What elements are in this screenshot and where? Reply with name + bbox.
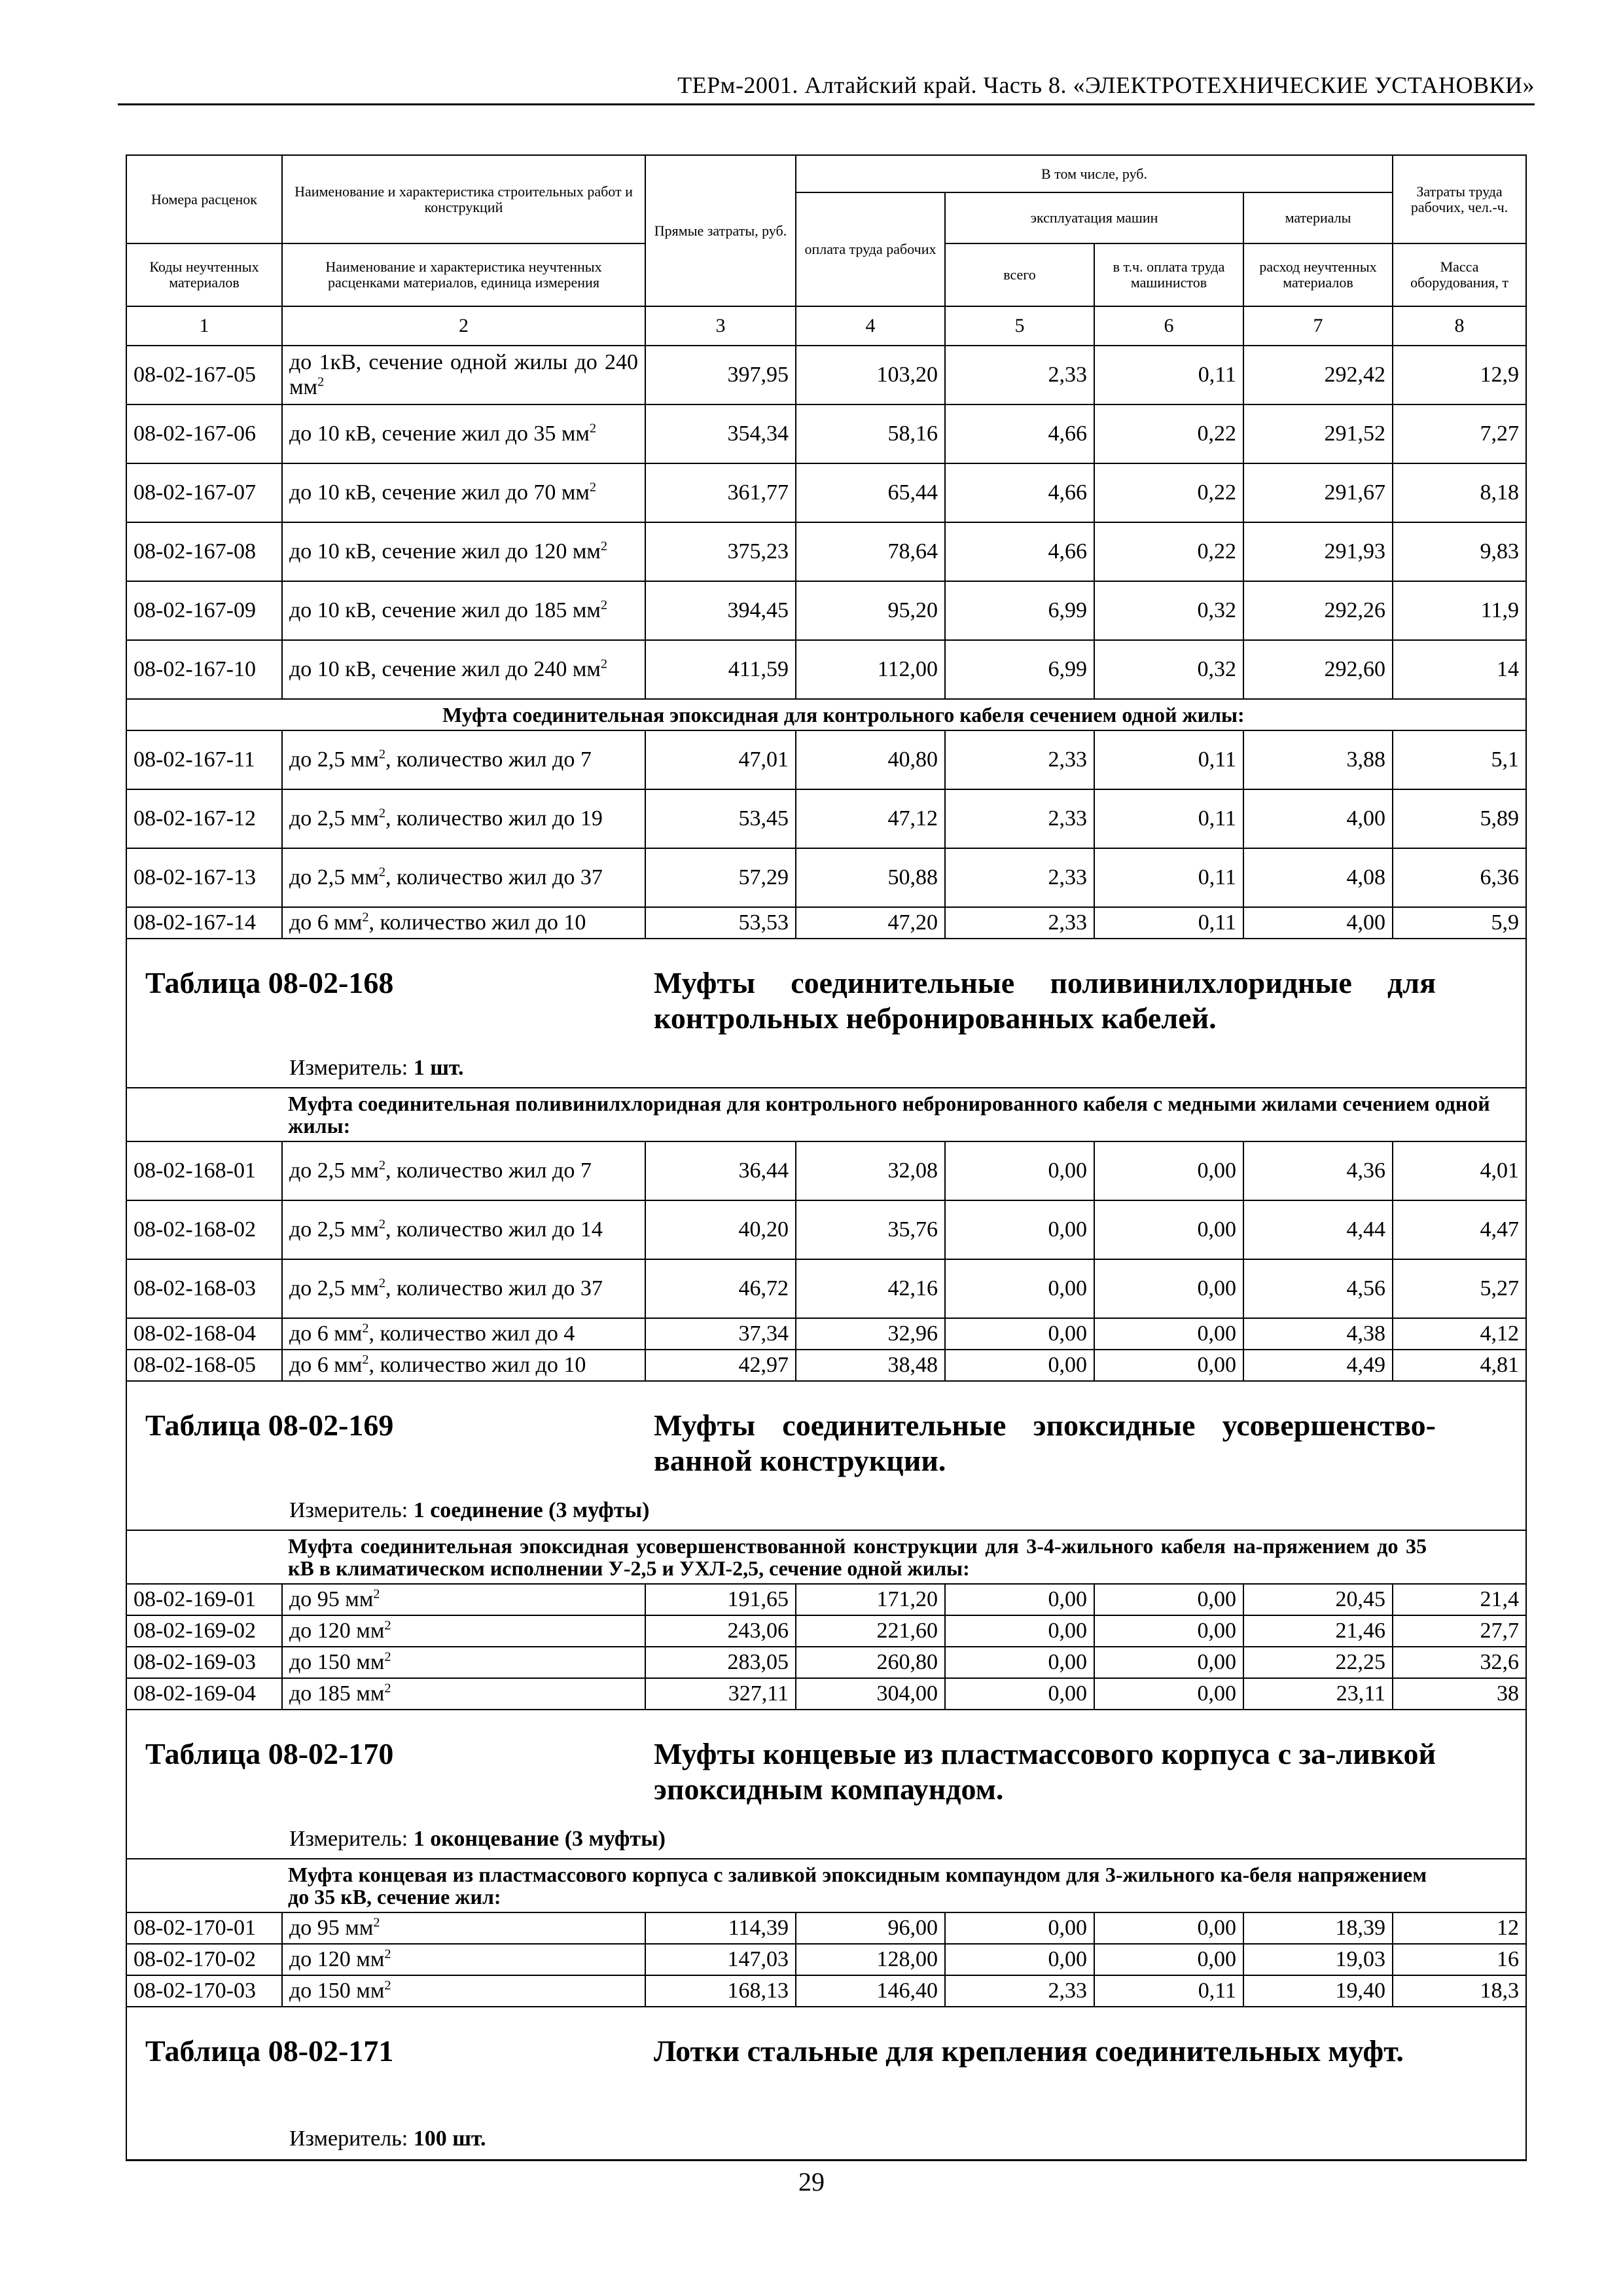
rate-value: 4,56 xyxy=(1243,1259,1393,1318)
table-row xyxy=(126,848,1526,907)
table-row xyxy=(126,522,1526,581)
table-number: Таблица 08-02-168 xyxy=(145,966,394,999)
rate-code: 08-02-168-03 xyxy=(126,1259,282,1318)
rate-value: 27,7 xyxy=(1393,1615,1526,1647)
rate-value: 96,00 xyxy=(796,1912,945,1944)
rate-code: 08-02-169-02 xyxy=(126,1615,282,1647)
rate-value: 291,52 xyxy=(1243,404,1393,463)
rate-code: 08-02-167-06 xyxy=(126,404,282,463)
rate-value: 0,00 xyxy=(1094,1259,1243,1318)
rate-name: до 2,5 $мм^2$, количество жил до 7 xyxy=(282,1141,645,1200)
rate-value: 103,20 xyxy=(796,346,945,404)
rate-value: 2,33 xyxy=(945,1975,1094,2007)
rate-code: 08-02-169-03 xyxy=(126,1647,282,1678)
rate-code: 08-02-168-01 xyxy=(126,1141,282,1200)
rate-value: 0,00 xyxy=(945,1944,1094,1975)
rate-value: 16 xyxy=(1393,1944,1526,1975)
rate-name: до 95 $мм^2$ xyxy=(282,1584,645,1615)
rate-value: 14 xyxy=(1393,640,1526,699)
rate-value: 32,08 xyxy=(796,1141,945,1200)
rate-code: 08-02-167-13 xyxy=(126,848,282,907)
block-168 xyxy=(126,1141,1526,1381)
rate-name: до 120 $мм^2$ xyxy=(282,1615,645,1647)
rate-code: 08-02-169-01 xyxy=(126,1584,282,1615)
rate-value: 38,48 xyxy=(796,1350,945,1381)
rate-code: 08-02-169-04 xyxy=(126,1678,282,1710)
table-row xyxy=(126,346,1526,404)
table-row xyxy=(126,581,1526,640)
rate-value: 0,00 xyxy=(1094,1350,1243,1381)
table-row xyxy=(126,1944,1526,1975)
header-name-unaccounted: Наименование и характеристика неучтенных расценками материалов, единица измерения xyxy=(282,243,645,306)
rate-value: 18,3 xyxy=(1393,1975,1526,2007)
rate-value: 4,66 xyxy=(945,522,1094,581)
rate-value: 2,33 xyxy=(945,730,1094,789)
table-title: Муфты концевые из пластмассового корпуса с за-ливкой эпоксидным компаундом. xyxy=(654,1737,1436,1806)
table-row xyxy=(126,1259,1526,1318)
rate-value: 0,00 xyxy=(1094,1318,1243,1350)
rate-name: до 2,5 $мм^2$, количество жил до 37 xyxy=(282,848,645,907)
rate-code: 08-02-167-14 xyxy=(126,907,282,939)
rate-value: 114,39 xyxy=(645,1912,796,1944)
rate-value: 2,33 xyxy=(945,789,1094,848)
col-number: 3 xyxy=(645,306,796,346)
block-170 xyxy=(126,1912,1526,2007)
rate-value: 0,00 xyxy=(945,1141,1094,1200)
table-unit: Измеритель: 100 шт. xyxy=(289,2126,486,2151)
rate-value: 6,36 xyxy=(1393,848,1526,907)
rate-value: 5,1 xyxy=(1393,730,1526,789)
col-number: 6 xyxy=(1094,306,1243,346)
rate-code: 08-02-170-01 xyxy=(126,1912,282,1944)
col-number: 5 xyxy=(945,306,1094,346)
rate-value: 37,34 xyxy=(645,1318,796,1350)
rate-value: 8,18 xyxy=(1393,463,1526,522)
rate-name: до 95 $мм^2$ xyxy=(282,1912,645,1944)
rate-value: 9,83 xyxy=(1393,522,1526,581)
header-labor-costs: Затраты труда рабочих, чел.-ч. xyxy=(1393,155,1526,243)
rate-name: до 2,5 $мм^2$, количество жил до 7 xyxy=(282,730,645,789)
rate-value: 0,00 xyxy=(1094,1200,1243,1259)
rate-value: 32,6 xyxy=(1393,1647,1526,1678)
rate-value: 65,44 xyxy=(796,463,945,522)
rate-code: 08-02-170-02 xyxy=(126,1944,282,1975)
table-row xyxy=(126,1350,1526,1381)
header-machines: эксплуатация машин xyxy=(945,192,1243,243)
rate-value: 0,22 xyxy=(1094,522,1243,581)
rate-value: 0,00 xyxy=(1094,1647,1243,1678)
table-row xyxy=(126,640,1526,699)
rate-value: 42,16 xyxy=(796,1259,945,1318)
group-heading: Муфта соединительная поливинилхлоридная для контрольного небронированного кабеля с медными жилами сечением одной жилы: xyxy=(126,1088,1526,1141)
rate-name: до 6 $мм^2$, количество жил до 10 xyxy=(282,1350,645,1381)
header-name: Наименование и характеристика строительных работ и конструкций xyxy=(282,155,645,243)
rate-code: 08-02-167-07 xyxy=(126,463,282,522)
table-168 xyxy=(126,939,1526,1141)
rate-code: 08-02-170-03 xyxy=(126,1975,282,2007)
rate-value: 19,03 xyxy=(1243,1944,1393,1975)
rate-value: 47,20 xyxy=(796,907,945,939)
rate-value: 0,00 xyxy=(1094,1944,1243,1975)
rate-value: 6,99 xyxy=(945,581,1094,640)
rate-value: 53,45 xyxy=(645,789,796,848)
table-row xyxy=(126,1615,1526,1647)
block-167-power xyxy=(126,346,1526,699)
rate-value: 2,33 xyxy=(945,848,1094,907)
rate-name: до 1кВ, сечение одной жилы до 240 $мм^2$ xyxy=(282,346,645,404)
table-unit: Измеритель: 1 оконцевание (3 муфты) xyxy=(289,1827,666,1851)
table-title: Муфты соединительные эпоксидные усовершенство-ванной конструкции. xyxy=(654,1408,1436,1477)
header-equipment-mass: Масса оборудования, т xyxy=(1393,243,1526,306)
rate-value: 304,00 xyxy=(796,1678,945,1710)
rate-name: до 2,5 $мм^2$, количество жил до 19 xyxy=(282,789,645,848)
rate-value: 0,22 xyxy=(1094,463,1243,522)
rate-name: до 6 $мм^2$, количество жил до 4 xyxy=(282,1318,645,1350)
rate-value: 147,03 xyxy=(645,1944,796,1975)
rate-value: 0,11 xyxy=(1094,346,1243,404)
rate-value: 4,00 xyxy=(1243,789,1393,848)
table-row xyxy=(126,404,1526,463)
header-direct-costs: Прямые затраты, руб. xyxy=(645,155,796,306)
rate-value: 19,40 xyxy=(1243,1975,1393,2007)
rate-value: 78,64 xyxy=(796,522,945,581)
rate-name: до 2,5 $мм^2$, количество жил до 37 xyxy=(282,1259,645,1318)
rate-value: 12 xyxy=(1393,1912,1526,1944)
rate-value: 397,95 xyxy=(645,346,796,404)
rate-value: 168,13 xyxy=(645,1975,796,2007)
rate-value: 58,16 xyxy=(796,404,945,463)
rate-code: 08-02-167-08 xyxy=(126,522,282,581)
table-title: Лотки стальные для крепления соединительных муфт. xyxy=(654,2034,1404,2068)
rate-value: 5,89 xyxy=(1393,789,1526,848)
rate-value: 40,20 xyxy=(645,1200,796,1259)
rate-value: 354,34 xyxy=(645,404,796,463)
rate-value: 128,00 xyxy=(796,1944,945,1975)
rate-code: 08-02-168-02 xyxy=(126,1200,282,1259)
rate-name: до 10 кВ, сечение жил до 70 $мм^2$ xyxy=(282,463,645,522)
rate-value: 0,00 xyxy=(1094,1584,1243,1615)
rate-value: 260,80 xyxy=(796,1647,945,1678)
group-167 xyxy=(126,699,1526,730)
rate-value: 0,22 xyxy=(1094,404,1243,463)
rate-name: до 2,5 $мм^2$, количество жил до 14 xyxy=(282,1200,645,1259)
rate-value: 21,46 xyxy=(1243,1615,1393,1647)
rate-value: 38 xyxy=(1393,1678,1526,1710)
rate-value: 411,59 xyxy=(645,640,796,699)
rate-value: 0,00 xyxy=(945,1259,1094,1318)
rate-value: 0,00 xyxy=(945,1615,1094,1647)
header-incl: В том числе, руб. xyxy=(796,155,1393,192)
rate-value: 4,47 xyxy=(1393,1200,1526,1259)
rate-value: 46,72 xyxy=(645,1259,796,1318)
rate-value: 20,45 xyxy=(1243,1584,1393,1615)
rate-value: 3,88 xyxy=(1243,730,1393,789)
rate-name: до 10 кВ, сечение жил до 240 $мм^2$ xyxy=(282,640,645,699)
table-row xyxy=(126,1975,1526,2007)
table-row xyxy=(126,463,1526,522)
rate-value: 40,80 xyxy=(796,730,945,789)
rate-value: 4,36 xyxy=(1243,1141,1393,1200)
rate-value: 0,00 xyxy=(1094,1141,1243,1200)
rate-value: 0,00 xyxy=(1094,1678,1243,1710)
rate-value: 283,05 xyxy=(645,1647,796,1678)
rate-value: 36,44 xyxy=(645,1141,796,1200)
column-number-row xyxy=(126,306,1526,346)
rate-value: 0,32 xyxy=(1094,640,1243,699)
table-number: Таблица 08-02-170 xyxy=(145,1737,394,1770)
block-169 xyxy=(126,1584,1526,1710)
table-row xyxy=(126,1200,1526,1259)
rate-name: до 10 кВ, сечение жил до 185 $мм^2$ xyxy=(282,581,645,640)
rate-value: 292,42 xyxy=(1243,346,1393,404)
rate-value: 21,4 xyxy=(1393,1584,1526,1615)
col-number: 4 xyxy=(796,306,945,346)
table-row xyxy=(126,1678,1526,1710)
rate-value: 0,11 xyxy=(1094,848,1243,907)
rate-value: 4,01 xyxy=(1393,1141,1526,1200)
rate-code: 08-02-167-10 xyxy=(126,640,282,699)
rate-value: 221,60 xyxy=(796,1615,945,1647)
rate-name: до 6 $мм^2$, количество жил до 10 xyxy=(282,907,645,939)
group-heading: Муфта соединительная эпоксидная усовершенствованной конструкции для 3-4-жильного кабеля на-пряжением до 35 кВ в климатическом исполнении У-2,5 и УХЛ-2,5, сечение одной жилы: xyxy=(126,1530,1526,1584)
rate-value: 0,11 xyxy=(1094,1975,1243,2007)
rate-value: 4,49 xyxy=(1243,1350,1393,1381)
table-row xyxy=(126,1647,1526,1678)
rate-value: 291,93 xyxy=(1243,522,1393,581)
rate-value: 4,38 xyxy=(1243,1318,1393,1350)
table-169 xyxy=(126,1381,1526,1584)
block-167-control xyxy=(126,730,1526,939)
rate-value: 4,44 xyxy=(1243,1200,1393,1259)
price-table xyxy=(126,154,1527,2161)
rate-value: 57,29 xyxy=(645,848,796,907)
rate-value: 95,20 xyxy=(796,581,945,640)
header-machinists-pay: в т.ч. оплата труда машинистов xyxy=(1094,243,1243,306)
rate-value: 22,25 xyxy=(1243,1647,1393,1678)
rate-value: 32,96 xyxy=(796,1318,945,1350)
rate-value: 47,12 xyxy=(796,789,945,848)
rate-code: 08-02-168-04 xyxy=(126,1318,282,1350)
rate-value: 4,66 xyxy=(945,404,1094,463)
rate-value: 2,33 xyxy=(945,346,1094,404)
rate-value: 112,00 xyxy=(796,640,945,699)
rate-value: 0,00 xyxy=(945,1584,1094,1615)
rate-name: до 150 $мм^2$ xyxy=(282,1647,645,1678)
rate-value: 0,00 xyxy=(945,1912,1094,1944)
rate-value: 5,9 xyxy=(1393,907,1526,939)
header-codes: Номера расценок xyxy=(126,155,282,243)
table-row xyxy=(126,907,1526,939)
group-heading: Муфта концевая из пластмассового корпуса с заливкой эпоксидным компаундом для 3-жильного ка-беля напряжением до 35 кВ, сечение жил: xyxy=(126,1859,1526,1912)
col-number: 8 xyxy=(1393,306,1526,346)
rate-value: 0,00 xyxy=(945,1318,1094,1350)
rate-value: 394,45 xyxy=(645,581,796,640)
table-row xyxy=(126,789,1526,848)
rate-value: 0,00 xyxy=(1094,1912,1243,1944)
table-row xyxy=(126,1318,1526,1350)
rate-value: 5,27 xyxy=(1393,1259,1526,1318)
rate-value: 12,9 xyxy=(1393,346,1526,404)
rate-value: 0,32 xyxy=(1094,581,1243,640)
header-labor-pay: оплата труда рабочих xyxy=(796,192,945,306)
rate-value: 327,11 xyxy=(645,1678,796,1710)
rate-value: 42,97 xyxy=(645,1350,796,1381)
rate-value: 53,53 xyxy=(645,907,796,939)
rate-value: 375,23 xyxy=(645,522,796,581)
table-171 xyxy=(126,2007,1526,2161)
rate-value: 146,40 xyxy=(796,1975,945,2007)
rate-value: 4,81 xyxy=(1393,1350,1526,1381)
rate-value: 0,00 xyxy=(945,1678,1094,1710)
rate-value: 191,65 xyxy=(645,1584,796,1615)
rate-value: 23,11 xyxy=(1243,1678,1393,1710)
table-unit: Измеритель: 1 соединение (3 муфты) xyxy=(289,1498,650,1522)
rate-name: до 10 кВ, сечение жил до 35 $мм^2$ xyxy=(282,404,645,463)
table-row xyxy=(126,730,1526,789)
rate-code: 08-02-167-05 xyxy=(126,346,282,404)
rate-code: 08-02-167-11 xyxy=(126,730,282,789)
rate-name: до 150 $мм^2$ xyxy=(282,1975,645,2007)
rate-value: 0,00 xyxy=(1094,1615,1243,1647)
rate-code: 08-02-167-09 xyxy=(126,581,282,640)
rate-value: 7,27 xyxy=(1393,404,1526,463)
rate-value: 171,20 xyxy=(796,1584,945,1615)
table-170 xyxy=(126,1710,1526,1912)
rate-value: 0,11 xyxy=(1094,907,1243,939)
rate-name: до 120 $мм^2$ xyxy=(282,1944,645,1975)
header-row-1 xyxy=(126,155,1526,192)
rate-value: 243,06 xyxy=(645,1615,796,1647)
table-row xyxy=(126,1584,1526,1615)
header-materials: материалы xyxy=(1243,192,1393,243)
rate-value: 2,33 xyxy=(945,907,1094,939)
header-materials-unaccounted: расход неучтенных материалов xyxy=(1243,243,1393,306)
rate-value: 50,88 xyxy=(796,848,945,907)
rate-value: 6,99 xyxy=(945,640,1094,699)
table-number: Таблица 08-02-171 xyxy=(145,2034,394,2068)
table-title: Муфты соединительные поливинилхлоридные для контрольных небронированных кабелей. xyxy=(654,966,1436,1035)
rate-value: 292,26 xyxy=(1243,581,1393,640)
rate-name: до 185 $мм^2$ xyxy=(282,1678,645,1710)
rate-name: до 10 кВ, сечение жил до 120 $мм^2$ xyxy=(282,522,645,581)
col-number: 2 xyxy=(282,306,645,346)
group-heading: Муфта соединительная эпоксидная для контрольного кабеля сечением одной жилы: xyxy=(126,699,1526,730)
rate-value: 0,00 xyxy=(945,1350,1094,1381)
col-number: 7 xyxy=(1243,306,1393,346)
rate-value: 291,67 xyxy=(1243,463,1393,522)
page-number: 29 xyxy=(798,2167,825,2197)
rate-code: 08-02-167-12 xyxy=(126,789,282,848)
header-machines-total: всего xyxy=(945,243,1094,306)
table-number: Таблица 08-02-169 xyxy=(145,1408,394,1442)
rate-value: 4,08 xyxy=(1243,848,1393,907)
rate-value: 11,9 xyxy=(1393,581,1526,640)
rate-value: 0,00 xyxy=(945,1647,1094,1678)
rate-value: 4,00 xyxy=(1243,907,1393,939)
rate-value: 4,66 xyxy=(945,463,1094,522)
running-header: ТЕРм-2001. Алтайский край. Часть 8. «ЭЛЕКТРОТЕХНИЧЕСКИЕ УСТАНОВКИ» xyxy=(118,71,1535,105)
table-unit: Измеритель: 1 шт. xyxy=(289,1056,464,1080)
rate-value: 0,11 xyxy=(1094,730,1243,789)
rate-value: 4,12 xyxy=(1393,1318,1526,1350)
rate-value: 0,11 xyxy=(1094,789,1243,848)
rate-value: 18,39 xyxy=(1243,1912,1393,1944)
rate-value: 35,76 xyxy=(796,1200,945,1259)
rate-value: 292,60 xyxy=(1243,640,1393,699)
header-codes-unaccounted: Коды неучтенных материалов xyxy=(126,243,282,306)
rate-value: 361,77 xyxy=(645,463,796,522)
table-row xyxy=(126,1141,1526,1200)
rate-value: 47,01 xyxy=(645,730,796,789)
table-row xyxy=(126,1912,1526,1944)
rate-value: 0,00 xyxy=(945,1200,1094,1259)
col-number: 1 xyxy=(126,306,282,346)
rate-code: 08-02-168-05 xyxy=(126,1350,282,1381)
